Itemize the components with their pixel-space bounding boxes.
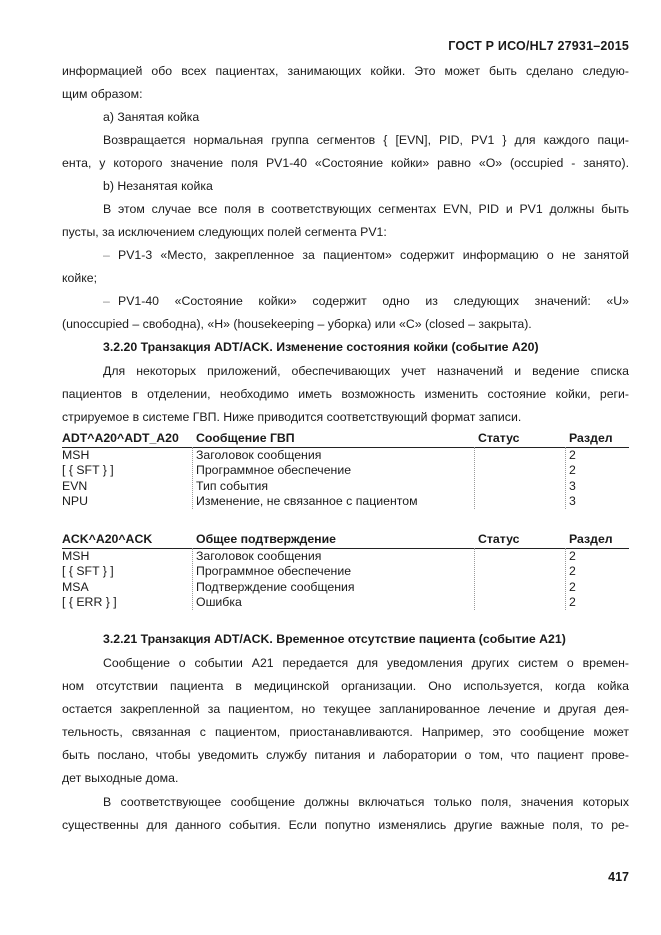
table-header-cell: Сообщение ГВП	[196, 431, 295, 445]
table-row	[62, 494, 629, 510]
item-a-text-2: ента, у которого значение поля PV1-40 «Состояние койки» равно «O» (occupied - занято).	[62, 156, 629, 170]
table-header-row	[62, 431, 629, 448]
column-divider	[192, 548, 193, 610]
section-a21-p1-line-5: быть послано, чтобы уведомить службу питания и лаборатории о том, что пациент прове-	[62, 748, 629, 762]
segment-cell: NPU	[62, 494, 88, 508]
intro-line-1: информацией обо всех пациентах, занимающих койки. Это может быть сделано следую-	[62, 64, 629, 78]
section-a21-p1-line-3: остается закрепленной за пациентом, но текущее запланированное лечение и другая дея-	[62, 702, 629, 716]
description-cell: Ошибка	[196, 595, 242, 609]
section-cell: 2	[569, 463, 576, 477]
bullet-2-line-2: (unoccupied – свободна), «H» (housekeeping – уборка) или «C» (closed – закрыта).	[62, 317, 532, 331]
table-header-cell: ADT^A20^ADT_A20	[62, 431, 179, 445]
table-row	[62, 549, 629, 565]
table-header-cell: ACK^A20^ACK	[62, 532, 153, 546]
section-a21-p2-line-1: В соответствующее сообщение должны включаться только поля, значения которых	[103, 795, 629, 809]
section-a20-text-2: пациентов в отделении, необходимо иметь возможность изменить состояние койки, реги-	[62, 387, 629, 401]
table-row	[62, 564, 629, 580]
table-header-cell: Раздел	[569, 431, 613, 445]
table-row	[62, 479, 629, 495]
page-number: 417	[608, 870, 629, 884]
section-cell: 2	[569, 595, 576, 609]
section-a21-p1-line-4: тельность, связанная с пациентом, приостанавливаются. Например, это сообщение может	[62, 725, 629, 739]
section-a21-p1-line-1: Сообщение о событии A21 передается для уведомления других систем о времен-	[103, 656, 629, 670]
table-header-cell: Статус	[478, 431, 520, 445]
item-b-text-2: пусты, за исключением следующих полей сегмента PV1:	[62, 225, 387, 239]
table-row	[62, 580, 629, 596]
table-header-row	[62, 532, 629, 549]
bullet-dash-1: –	[103, 248, 110, 262]
table-header-cell: Раздел	[569, 532, 613, 546]
segment-cell: MSA	[62, 579, 89, 594]
document-header: ГОСТ Р ИСО/HL7 27931–2015	[448, 39, 629, 53]
section-a20-text-1: Для некоторых приложений, обеспечивающих учет назначений и ведение списка	[103, 364, 629, 378]
section-cell: 3	[569, 478, 576, 493]
segment-cell: MSH	[62, 447, 90, 462]
description-cell: Подтверждение сообщения	[196, 579, 355, 594]
table-adt-a20	[62, 431, 629, 510]
column-divider	[192, 447, 193, 509]
bullet-2-line-1: PV1-40 «Состояние койки» содержит одно из следующих значений: «U»	[118, 294, 629, 308]
table-ack-a20	[62, 532, 629, 611]
description-cell: Изменение, не связанное с пациентом	[196, 494, 418, 508]
section-a21-p2-line-2: существенны для данного события. Если попутно изменялись другие важные поля, то ре-	[62, 818, 629, 832]
table-header-cell: Общее подтверждение	[196, 532, 337, 546]
bullet-1-line-2: койке;	[62, 271, 97, 285]
description-cell: Программное обеспечение	[196, 463, 352, 477]
section-a21-title: 3.2.21 Транзакция ADT/ACK. Временное отсутствие пациента (событие A21)	[103, 632, 566, 646]
bullet-dash-2: –	[103, 294, 110, 308]
table-row	[62, 448, 629, 464]
intro-line-2: щим образом:	[62, 87, 143, 101]
description-cell: Заголовок сообщения	[196, 548, 322, 563]
column-divider	[565, 447, 566, 509]
column-divider	[565, 548, 566, 610]
segment-cell: [ { SFT } ]	[62, 564, 114, 578]
item-b-heading: b) Незанятая койка	[103, 179, 213, 193]
column-divider	[474, 447, 475, 509]
section-cell: 2	[569, 579, 576, 594]
description-cell: Заголовок сообщения	[196, 447, 322, 462]
section-cell: 3	[569, 494, 576, 508]
segment-cell: [ { ERR } ]	[62, 595, 117, 609]
item-b-text-1: В этом случае все поля в соответствующих сегментах EVN, PID и PV1 должны быть	[103, 202, 629, 216]
section-a20-text-3: стрируемое в системе ГВП. Ниже приводится соответствующий формат записи.	[62, 410, 522, 424]
description-cell: Программное обеспечение	[196, 564, 352, 578]
bullet-1-line-1: PV1-3 «Место, закрепленное за пациентом» содержит информацию о не занятой	[118, 248, 629, 262]
table-row	[62, 595, 629, 611]
section-a21-p1-line-2: ном отсутствии пациента в медицинской организации. Оно используется, когда койка	[62, 679, 629, 693]
item-a-text-1: Возвращается нормальная группа сегментов { [EVN], PID, PV1 } для каждого паци-	[103, 133, 629, 147]
section-cell: 2	[569, 564, 576, 578]
section-a21-p1-line-6: дет выходные дома.	[62, 771, 179, 785]
table-header-cell: Статус	[478, 532, 520, 546]
segment-cell: [ { SFT } ]	[62, 463, 114, 477]
column-divider	[474, 548, 475, 610]
section-cell: 2	[569, 447, 576, 462]
description-cell: Тип события	[196, 478, 269, 493]
section-cell: 2	[569, 548, 576, 563]
segment-cell: EVN	[62, 478, 88, 493]
item-a-heading: а) Занятая койка	[103, 110, 200, 124]
segment-cell: MSH	[62, 548, 90, 563]
table-row	[62, 463, 629, 479]
section-a20-title: 3.2.20 Транзакция ADT/ACK. Изменение состояния койки (событие A20)	[103, 340, 539, 354]
